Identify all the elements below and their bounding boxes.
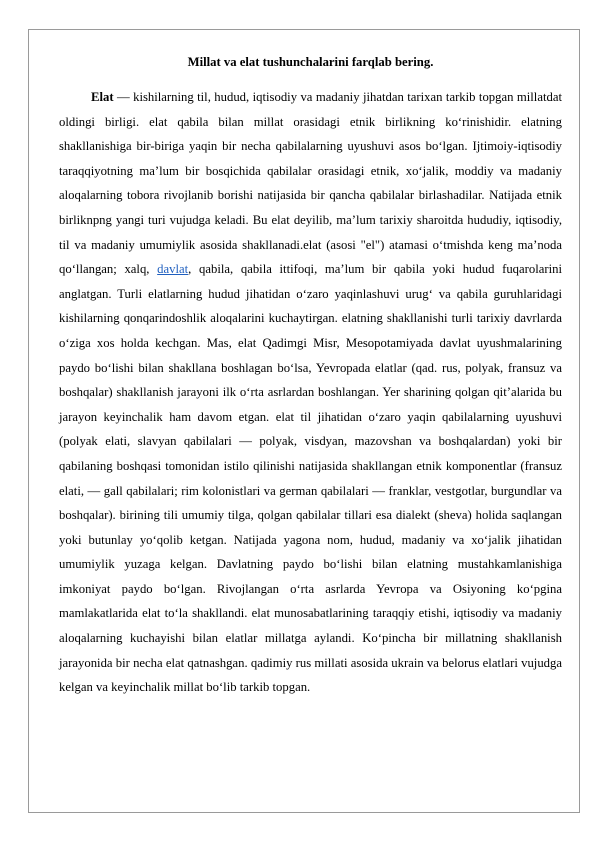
body-paragraph: [59, 85, 562, 700]
davlat-link[interactable]: davlat: [157, 262, 189, 277]
paragraph-text-part2: , qabila, qabila ittifoqi, ma’lum bir qabila yoki hudud fuqarolarini anglatgan. Turli elatlarning hudud jihatidan o‘zaro yaqinlashuvi urug‘ va qabila guruhlaridagi kishilarning qonqarindoshlik aloqalarini kuchaytirgan. elatning shakllanishi turli tarixiy davrlarda o‘ziga xos holda kechgan. Mas, elat Qadimgi Misr, Mesopotamiyada davlat uyushmalarining paydo bo‘lishi bilan shakllana boshlagan bo‘lsa, Yevropada elatlar (qad. rus, polyak, fransuz va boshqalar) shakllanish jarayoni ilk o‘rta asrlardan boshlangan. Yer sharining qolgan qit’alarida bu jarayon keyinchalik ham davom etgan. elat til jihatidan o‘zaro yaqin qabilalarning uyushuvi (polyak elati, slavyan qabilalari — polyak, visdyan, mazovshan va boshqalardan) yoki bir qabilaning boshqasi tomonidan istilo qilinishi natijasida shakllangan etnik komponentlar (fransuz elati, — gall qabilalari; rim kolonistlari va german qabilalari — franklar, vestgotlar, burgundlar va boshqalar). birining tili umumiy tilga, qolgan qabilalar tillari esa dialekt (sheva) holida saqlangan yoki butunlay yo‘qolib ketgan. Natijada yagona nom, hudud, madaniy va xo‘jalik jihatidan umumiylik yuzaga kelgan. Davlatning paydo bo‘lishi bilan elatning mustahkamlanishiga imkoniyat paydo bo‘lgan. Rivojlangan o‘rta asrlarda Yevropa va Osiyoning ko‘pgina mamlakatlarida elat to‘la shakllandi. elat munosabatlarining taraqqiy etishi, iqtisodiy va madaniy aloqalarning kuchayishi bilan elatlar millatga aylandi. Ko‘pincha bir millatning shakllanish jarayonida bir necha elat qatnashgan. qadimiy rus millati asosida ukrain va belorus elatlari vujudga kelgan va keyinchalik millat bo‘lib tarkib topgan.: [59, 262, 562, 695]
term-elat: Elat: [91, 90, 114, 104]
document-title: Millat va elat tushunchalarini farqlab bering.: [187, 55, 434, 69]
document-content: [59, 52, 562, 700]
paragraph-text-part1: — kishilarning til, hudud, iqtisodiy va madaniy jihatdan tarixan tarkib topgan millatdat oldingi birligi. elat qabila bilan millat orasidagi etnik birlikning ko‘rinishidir. elatning shakllanishiga bir-biriga yaqin bir necha qabilalarning uyushuvi asos bo‘lgan. Ijtimoiy-iqtisodiy taraqqiyotning ma’lum bir bosqichida qabilalar orasidagi etnik, xo‘jalik, moddiy va madaniy aloqalarning tobora rivojlanib borishi natijasida bir qancha qabilalar birlashadilar. Natijada etnik birliknpng yangi turi vujudga keladi. Bu elat deyilib, ma’lum tarixiy sharoitda hududiy, iqtisodiy, til va madaniy umumiylik asosida shakllanadi.elat (asosi "el") atamasi o‘tmishda keng ma’noda qo‘llangan; xalq,: [59, 90, 562, 277]
